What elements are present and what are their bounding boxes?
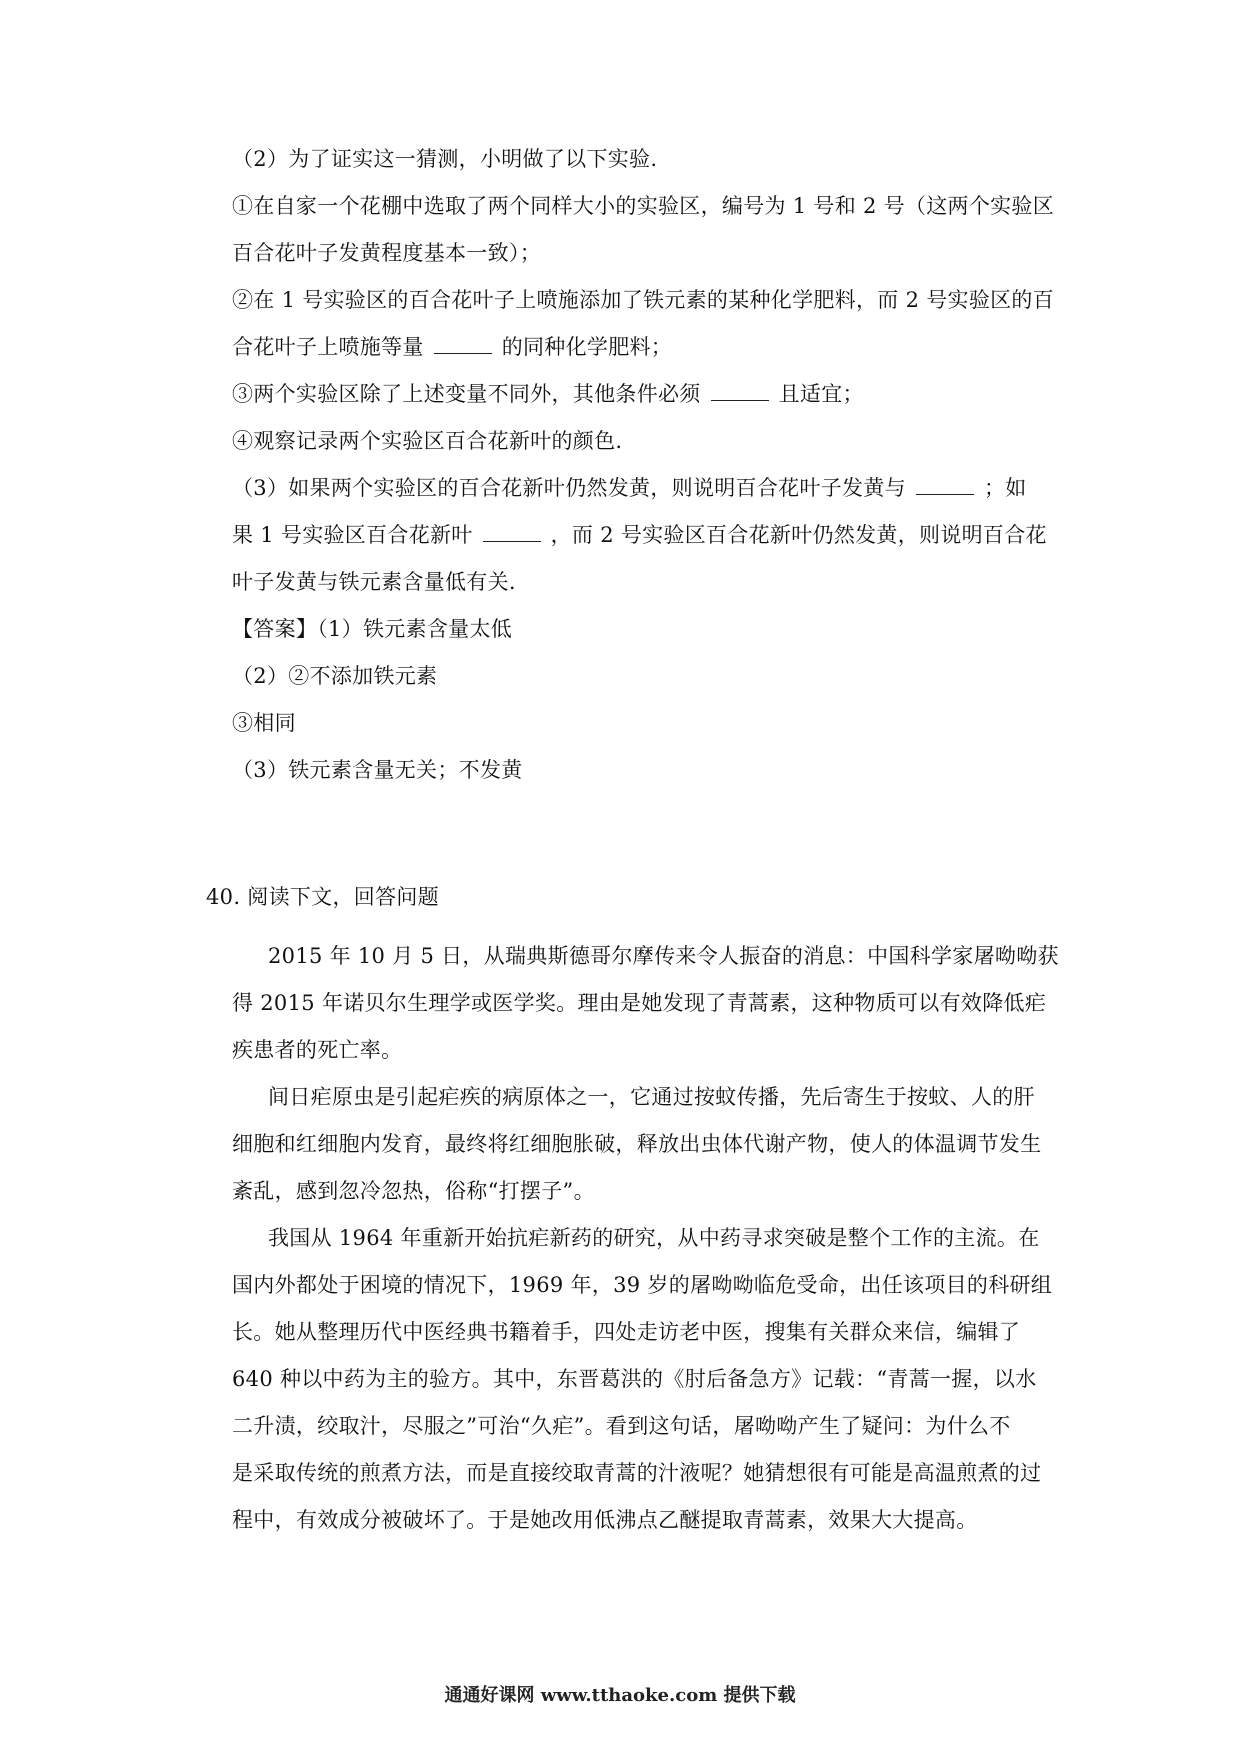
q39-part3-text-pre: （3）如果两个实验区的百合花新叶仍然发黄，则说明百合花叶子发黄与	[232, 476, 906, 500]
q39-step3-line	[232, 379, 864, 409]
answer-line1: 【答案】（1）铁元素含量太低	[232, 617, 513, 641]
answer-blank	[483, 523, 541, 542]
page-footer: 通通好课网 www.tthaoke.com 提供下载	[444, 1685, 796, 1706]
q40-para2-line3: 紊乱，感到忽冷忽热，俗称“打摆子”。	[232, 1179, 595, 1203]
q39-step3-text-pre: ③两个实验区除了上述变量不同外，其他条件必须	[232, 382, 701, 406]
answer-line3: ③相同	[232, 711, 296, 735]
answer-blank	[711, 382, 769, 401]
q39-step2-line2	[232, 332, 672, 362]
q40-para1-line2: 得 2015 年诺贝尔生理学或医学奖。理由是她发现了青蒿素，这种物质可以有效降低疟	[232, 991, 1047, 1015]
q39-part3-b-post: ，而 2 号实验区百合花新叶仍然发黄，则说明百合花	[550, 523, 1047, 547]
answer-line4: （3）铁元素含量无关；不发黄	[232, 758, 523, 782]
q39-step1-line2: 百合花叶子发黄程度基本一致）；	[232, 241, 541, 265]
q40-para3-line2: 国内外都处于困境的情况下，1969 年，39 岁的屠呦呦临危受命，出任该项目的科研组	[232, 1273, 1053, 1297]
q40-para3-line6: 是采取传统的煎煮方法，而是直接绞取青蒿的汁液呢？她猜想很有可能是高温煎煮的过	[232, 1461, 1042, 1485]
q40-para3-line7: 程中，有效成分被破坏了。于是她改用低沸点乙醚提取青蒿素，效果大大提高。	[232, 1508, 978, 1532]
q39-step2-line1: ②在 1 号实验区的百合花叶子上喷施添加了铁元素的某种化学肥料，而 2 号实验区的百	[232, 288, 1055, 312]
q39-part3-text-post: ；如	[983, 476, 1027, 500]
q40-para2-line2: 细胞和红细胞内发育，最终将红细胞胀破，释放出虫体代谢产物，使人的体温调节发生	[232, 1132, 1042, 1156]
answer-line2: （2）②不添加铁元素	[232, 664, 438, 688]
q40-para1-line3: 疾患者的死亡率。	[232, 1038, 403, 1062]
q39-step2-text-pre: 合花叶子上喷施等量	[232, 335, 424, 359]
q40-para1-line1: 2015 年 10 月 5 日，从瑞典斯德哥尔摩传来令人振奋的消息：中国科学家屠呦呦获	[268, 944, 1059, 968]
answer-blank	[916, 476, 974, 495]
q39-part3-line1	[232, 473, 1027, 503]
answer-blank	[434, 335, 492, 354]
q39-step2-text-post: 的同种化学肥料；	[501, 335, 673, 359]
q39-part3-line2	[232, 520, 1047, 550]
q39-part2-title: （2）为了证实这一猜测，小明做了以下实验.	[232, 147, 658, 171]
q40-heading: 40. 阅读下文，回答问题	[206, 885, 439, 909]
q40-para2-line1: 间日疟原虫是引起疟疾的病原体之一，它通过按蚊传播，先后寄生于按蚊、人的肝	[268, 1085, 1035, 1109]
q39-part3-line3: 叶子发黄与铁元素含量低有关.	[232, 570, 516, 594]
q39-step1-line1: ①在自家一个花棚中选取了两个同样大小的实验区，编号为 1 号和 2 号（这两个实验区	[232, 194, 1055, 218]
q39-step4-line: ④观察记录两个实验区百合花新叶的颜色.	[232, 429, 623, 453]
q40-para3-line4: 640 种以中药为主的验方。其中，东晋葛洪的《肘后备急方》记载：“青蒿一握，以水	[232, 1367, 1037, 1391]
q40-para3-line3: 长。她从整理历代中医经典书籍着手，四处走访老中医，搜集有关群众来信，编辑了	[232, 1320, 1021, 1344]
q40-para3-line5: 二升渍，绞取汁，尽服之”可治“久疟”。看到这句话，屠呦呦产生了疑问：为什么不	[232, 1414, 1011, 1438]
q39-step3-text-post: 且适宜；	[778, 382, 864, 406]
q40-para3-line1: 我国从 1964 年重新开始抗疟新药的研究，从中药寻求突破是整个工作的主流。在	[268, 1226, 1040, 1250]
q39-part3-b-pre: 果 1 号实验区百合花新叶	[232, 523, 473, 547]
